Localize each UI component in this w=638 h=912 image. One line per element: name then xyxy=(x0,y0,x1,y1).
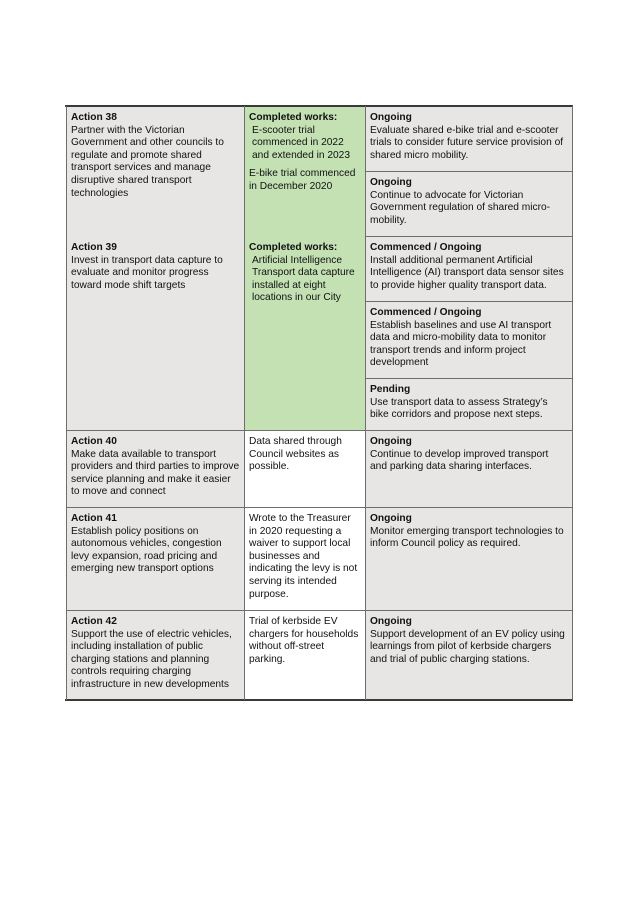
action-42-title: Action 42 xyxy=(71,616,117,627)
next-status-text: Monitor emerging transport technologies to inform Council policy as required. xyxy=(370,525,564,550)
table-row-divider xyxy=(66,430,573,431)
next-status-title: Pending xyxy=(370,384,411,395)
table-bottom-border xyxy=(65,699,573,701)
action-41-progress-cell xyxy=(244,507,365,610)
action-41-cell xyxy=(66,507,244,610)
next-status-title: Ongoing xyxy=(370,112,412,123)
action-39-text: Invest in transport data capture to evaluate and monitor progress toward mode shift targets xyxy=(71,254,223,291)
table-divider xyxy=(365,301,572,302)
action-38-progress-cell xyxy=(244,106,365,236)
action-38-title: Action 38 xyxy=(71,112,117,123)
table-divider xyxy=(365,236,572,237)
table-column-divider xyxy=(244,106,245,700)
table-row-divider xyxy=(66,610,573,611)
next-status-text: Support development of an EV policy using learnings from pilot of kerbside chargers and trial of public charging stations. xyxy=(370,628,565,665)
action-42-progress-text: Trial of kerbside EV chargers for households without off-street parking. xyxy=(249,616,359,665)
next-status-title: Ongoing xyxy=(370,616,412,627)
action-40-title: Action 40 xyxy=(71,436,117,447)
action-40-progress-cell xyxy=(244,430,365,507)
action-38-cell xyxy=(66,106,244,236)
action-39-next-1 xyxy=(365,236,572,301)
table-top-border xyxy=(65,105,573,107)
next-status-text: Continue to advocate for Victorian Government regulation of shared micro-mobility. xyxy=(370,189,551,226)
action-40-cell xyxy=(66,430,244,507)
next-status-title: Ongoing xyxy=(370,436,412,447)
action-38-progress-line1: E-scooter trial commenced in 2022 and extended in 2023 xyxy=(252,124,350,161)
action-41-progress-text: Wrote to the Treasurer in 2020 requesting a waiver to support local businesses and indicating the levy is not serving its intended purpose. xyxy=(249,513,358,600)
action-42-progress-cell xyxy=(244,610,365,699)
next-status-text: Use transport data to assess Strategy’s bike corridors and propose next steps. xyxy=(370,396,548,421)
action-40-progress-text: Data shared through Council websites as possible. xyxy=(249,436,342,473)
action-42-cell xyxy=(66,610,244,699)
action-41-next-1 xyxy=(365,507,572,610)
table-left-border xyxy=(66,106,67,700)
action-39-progress-cell xyxy=(244,236,365,430)
next-status-text: Install additional permanent Artificial Intelligence (AI) transport data sensor sites to provide higher quality transport data. xyxy=(370,254,564,291)
next-status-title: Commenced / Ongoing xyxy=(370,242,482,253)
action-39-progress-title: Completed works: xyxy=(249,242,338,253)
table-right-border xyxy=(572,106,573,700)
next-status-text: Establish baselines and use AI transport data and micro-mobility data to monitor transport trends and inform project development xyxy=(370,319,552,369)
action-39-next-2 xyxy=(365,301,572,378)
table-divider xyxy=(365,171,572,172)
next-status-title: Commenced / Ongoing xyxy=(370,307,482,318)
action-38-text: Partner with the Victorian Government and other councils to regulate and promote shared transport services and manage disruptive shared transport technologies xyxy=(71,124,224,199)
table-divider xyxy=(365,378,572,379)
action-42-next-1 xyxy=(365,610,572,699)
table-column-divider xyxy=(365,106,366,700)
action-38-progress-title: Completed works: xyxy=(249,112,338,123)
action-41-text: Establish policy positions on autonomous vehicles, congestion levy expansion, road pricing and emerging new transport options xyxy=(71,525,222,575)
next-status-title: Ongoing xyxy=(370,513,412,524)
table-row-divider xyxy=(66,507,573,508)
next-status-title: Ongoing xyxy=(370,177,412,188)
action-42-text: Support the use of electric vehicles, including installation of public charging stations and planning controls requiring charging infrastructure in new developments xyxy=(71,628,232,690)
next-status-text: Continue to develop improved transport and parking data sharing interfaces. xyxy=(370,448,549,473)
action-39-progress-line1: Artificial Intelligence Transport data capture installed at eight locations in our City xyxy=(252,254,355,304)
next-status-text: Evaluate shared e-bike trial and e-scooter trials to consider future service provision of shared micro mobility. xyxy=(370,124,564,161)
action-38-progress-line2: E-bike trial commenced in December 2020 xyxy=(249,168,356,192)
action-39-next-3 xyxy=(365,378,572,430)
action-39-title: Action 39 xyxy=(71,242,117,253)
action-38-next-1 xyxy=(365,106,572,171)
action-38-next-2 xyxy=(365,171,572,236)
action-40-text: Make data available to transport providers and third parties to improve service planning and make it easier to move and connect xyxy=(71,448,240,498)
action-39-cell xyxy=(66,236,244,430)
action-40-next-1 xyxy=(365,430,572,507)
action-41-title: Action 41 xyxy=(71,513,117,524)
